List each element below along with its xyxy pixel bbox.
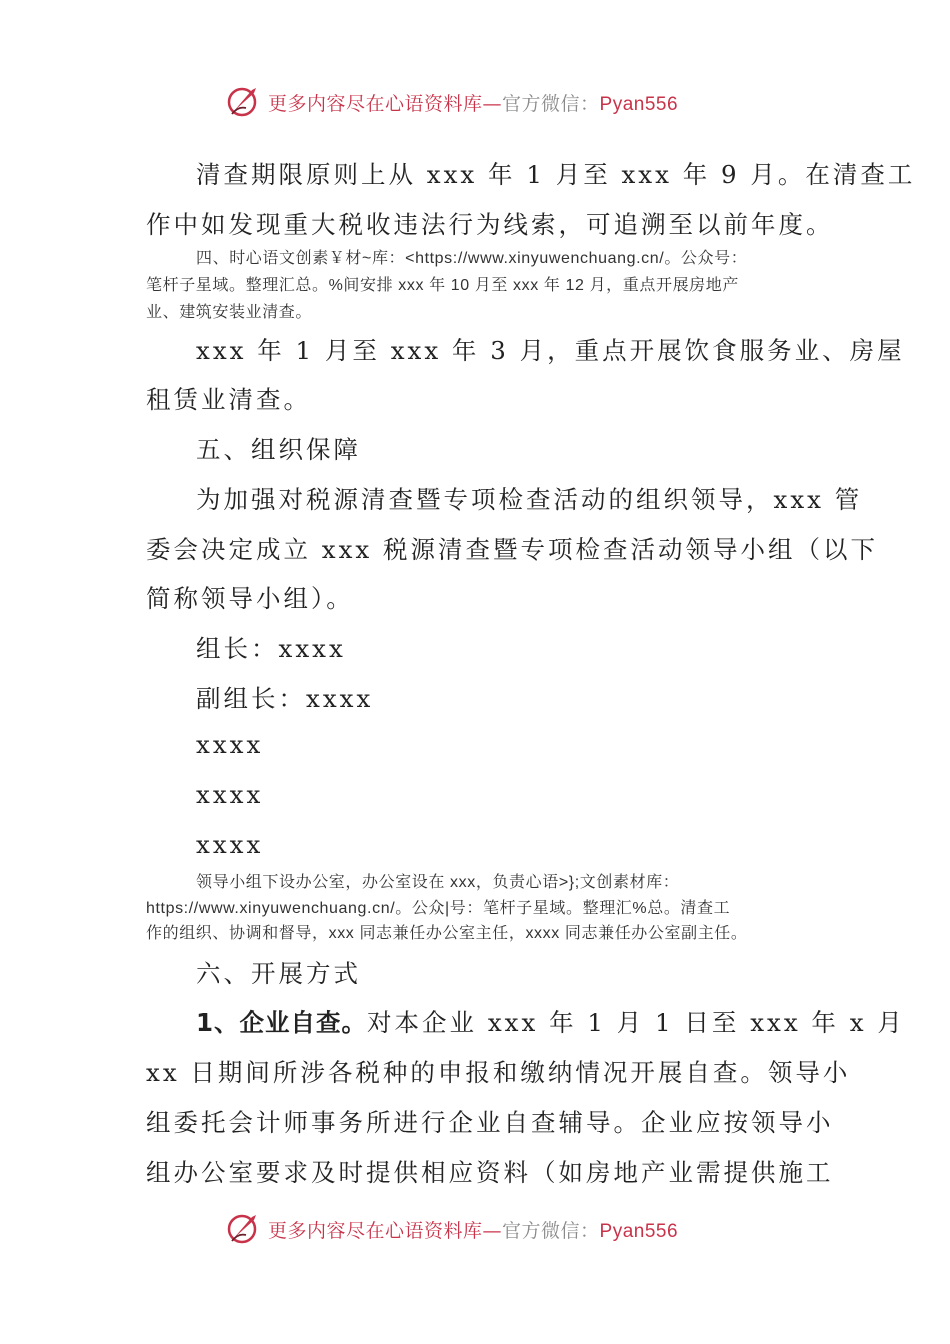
paragraph-line: 清查期限原则上从 xxx 年 1 月至 xxx 年 9 月。在清查工 bbox=[196, 160, 916, 189]
paragraph-line: xxx 年 1 月至 xxx 年 3 月，重点开展饮食服务业、房屋 bbox=[196, 336, 905, 365]
watermark-line: 业、建筑安装业清查。 bbox=[146, 304, 313, 321]
watermark-line: https://www.xinyuwenchuang.cn/。公众|号：笔杆子星域。整理汇%总。清查工 bbox=[146, 900, 731, 917]
quill-logo-icon bbox=[226, 84, 262, 120]
banner-text: 更多内容尽在心语资料库—官方微信：Pyan556 bbox=[268, 1219, 679, 1242]
paragraph-line: 租赁业清查。 bbox=[146, 385, 311, 414]
section-heading: 五、组织保障 bbox=[196, 435, 361, 464]
watermark-line: 四、时心语文创素￥材~库：<https://www.xinyuwenchuang.cn/。公众号： bbox=[196, 250, 748, 267]
paragraph-line: 组委托会计师事务所进行企业自查辅导。企业应按领导小 bbox=[146, 1108, 834, 1137]
watermark-line: 作的组织、协调和督导，xxx 同志兼任办公室主任，xxxx 同志兼任办公室副主任。 bbox=[146, 925, 748, 942]
banner-text: 更多内容尽在心语资料库—官方微信：Pyan556 bbox=[268, 92, 679, 115]
paragraph-line: 简称领导小组）。 bbox=[146, 584, 354, 613]
paragraph-line: 委会决定成立 xxx 税源清查暨专项检查活动领导小组（以下 bbox=[146, 535, 879, 564]
paragraph-line: xx 日期间所涉各税种的申报和缴纳情况开展自查。领导小 bbox=[146, 1058, 851, 1087]
deputy-leader-line: 副组长：xxxx bbox=[196, 684, 374, 713]
paragraph-line: 1、企业自查。对本企业 xxx 年 1 月 1 日至 xxx 年 x 月 bbox=[196, 1008, 905, 1037]
paragraph-line: 为加强对税源清查暨专项检查活动的组织领导，xxx 管 bbox=[196, 485, 863, 514]
bold-lead: 1、企业自查。 bbox=[196, 1008, 368, 1037]
watermark-line: 笔杆子星域。整理汇总。%间安排 xxx 年 10 月至 xxx 年 12 月，重点开展房地产 bbox=[146, 277, 739, 294]
quill-logo-icon bbox=[226, 1211, 262, 1247]
member-line: xxxx bbox=[196, 830, 264, 859]
watermark-line: 领导小组下设办公室，办公室设在 xxx，负责心语>};文创素材库： bbox=[196, 874, 680, 891]
leader-line: 组长：xxxx bbox=[196, 634, 346, 663]
footer-banner bbox=[226, 1209, 678, 1249]
paragraph-line: 组办公室要求及时提供相应资料（如房地产业需提供施工 bbox=[146, 1158, 834, 1187]
member-line: xxxx bbox=[196, 780, 264, 809]
member-line: xxxx bbox=[196, 730, 264, 759]
header-banner bbox=[226, 82, 678, 122]
section-heading: 六、开展方式 bbox=[196, 959, 361, 988]
paragraph-line: 作中如发现重大税收违法行为线索，可追溯至以前年度。 bbox=[146, 210, 834, 239]
